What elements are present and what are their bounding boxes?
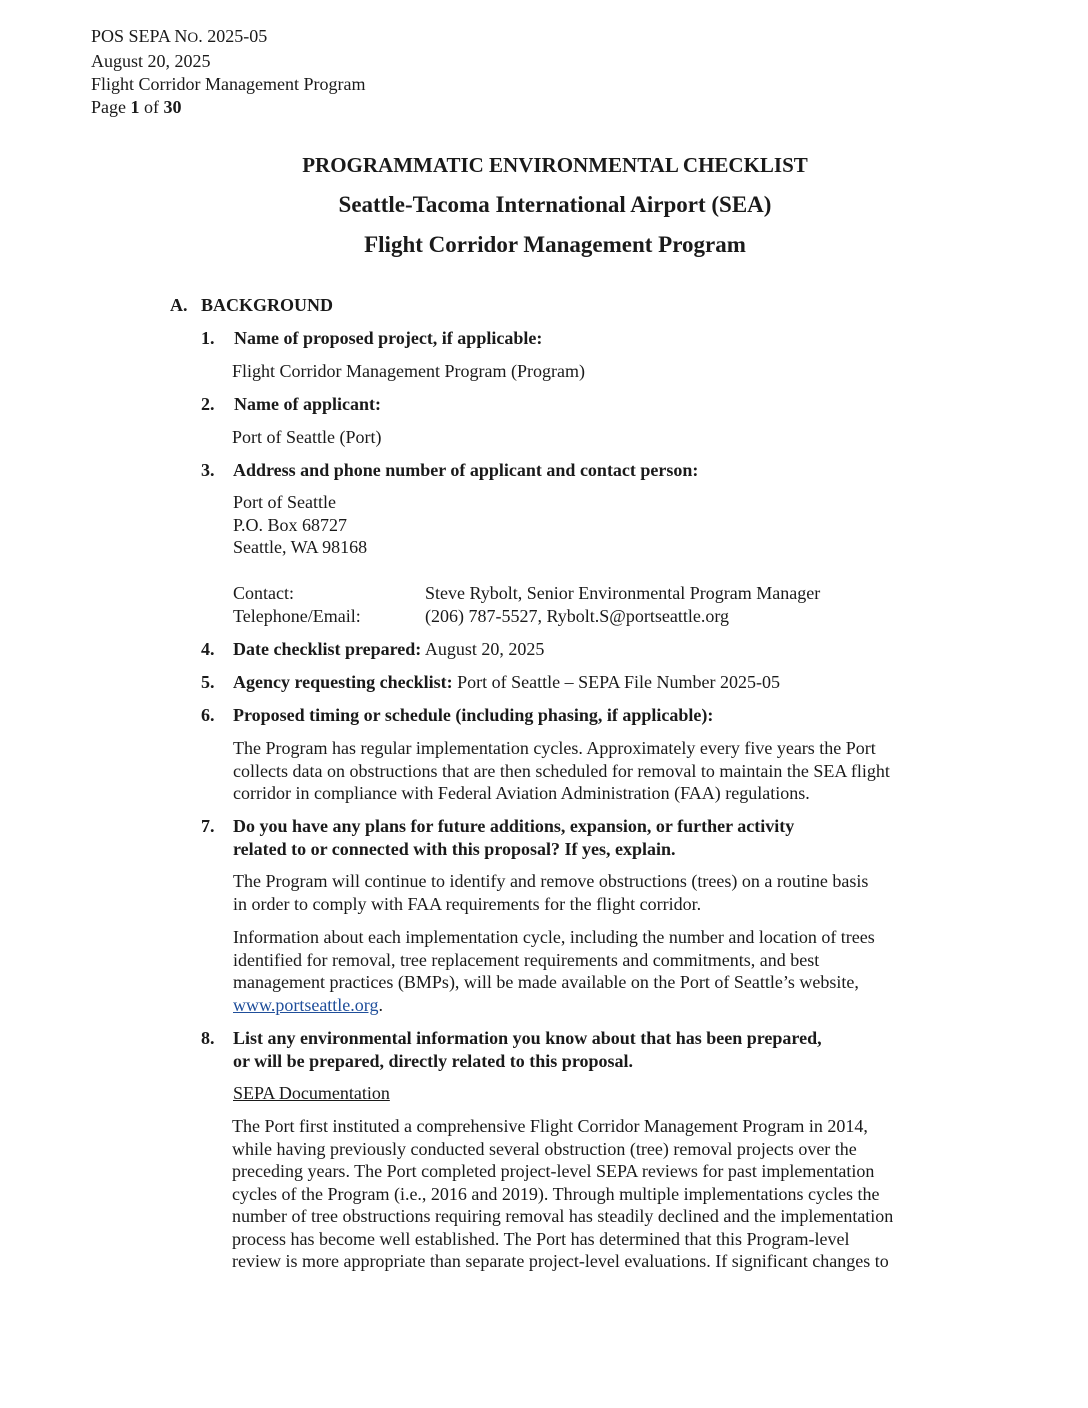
item-number: 3.	[201, 460, 215, 480]
item-answer: Port of Seattle (Port)	[232, 427, 382, 447]
item-inline: Date checklist prepared: August 20, 2025	[233, 639, 545, 659]
section-letter: A.	[170, 295, 188, 315]
title-block	[0, 151, 1088, 259]
document-title: PROGRAMMATIC ENVIRONMENTAL CHECKLIST	[302, 153, 808, 177]
item-number: 6.	[201, 705, 215, 725]
item-number: 7.	[201, 816, 215, 836]
portseattle-link[interactable]: www.portseattle.org	[233, 994, 379, 1015]
doc-date: August 20, 2025	[91, 51, 211, 71]
address-line: P.O. Box 68727	[233, 514, 348, 535]
airport-title: Seattle-Tacoma International Airport (SEA)	[338, 192, 772, 217]
item-question: Proposed timing or schedule (including phasing, if applicable):	[233, 705, 714, 725]
contact-label: Contact:	[233, 583, 294, 603]
item-question: Name of applicant:	[234, 394, 381, 414]
section-heading: BACKGROUND	[201, 295, 334, 315]
item-number: 1.	[201, 328, 215, 348]
doc-number: POS SEPA NO. 2025-05	[91, 26, 268, 46]
item-answer: The Port first instituted a comprehensive Flight Corridor Management Program in 2014, while having previously conducted several obstruction (tree) removal projects over the preceding years. The Port completed project-level SEPA reviews for past implementation cycles of the Program (i.e., 2016 and 2019). Through multiple implementations cycles the number of tree obstructions requiring removal has steadily declined and the implementation process has become well established. The Port has determined that this Program-level review is more appropriate than separate project-level evaluations. If significant changes to	[232, 1116, 894, 1271]
item-number: 2.	[201, 394, 215, 414]
applicant-address	[233, 491, 367, 559]
item-inline: Agency requesting checklist: Port of Seattle – SEPA File Number 2025-05	[233, 672, 780, 692]
item-number: 5.	[201, 672, 215, 692]
phone-email-value: (206) 787-5527, Rybolt.S@portseattle.org	[425, 606, 729, 626]
item-question: Do you have any plans for future additions, expansion, or further activity related to or connected with this proposal? If yes, explain.	[233, 816, 795, 859]
item-question: Address and phone number of applicant and contact person:	[233, 460, 699, 480]
program-title: Flight Corridor Management Program	[364, 232, 746, 257]
item-answer: The Program will continue to identify and remove obstructions (trees) on a routine basis in order to comply with FAA requirements for the flight corridor.	[233, 871, 869, 914]
address-line: Seattle, WA 98168	[233, 537, 368, 557]
item-answer: Flight Corridor Management Program (Program)	[232, 361, 585, 381]
document-header	[91, 25, 365, 119]
item-question: Name of proposed project, if applicable:	[234, 328, 543, 348]
item-answer: Information about each implementation cycle, including the number and location of trees identified for removal, tree replacement requirements and commitments, and best management practices (BMPs), will be made available on the Port of Seattle’s website, www.portseattle.org.	[233, 927, 875, 1015]
item-question: List any environmental information you know about that has been prepared, or will be prepared, directly related to this proposal.	[233, 1028, 822, 1071]
item-number: 8.	[201, 1028, 215, 1048]
page-indicator: Page 1 of 30	[91, 97, 182, 117]
item-answer: The Program has regular implementation cycles. Approximately every five years the Port collects data on obstructions that are then scheduled for removal to maintain the SEA flight corridor in compliance with Federal Aviation Administration (FAA) regulations.	[233, 738, 890, 803]
subheading: SEPA Documentation	[233, 1083, 390, 1103]
doc-program: Flight Corridor Management Program	[91, 74, 366, 94]
contact-value: Steve Rybolt, Senior Environmental Program Manager	[425, 583, 821, 603]
phone-email-label: Telephone/Email:	[233, 606, 361, 626]
item-number: 4.	[201, 639, 215, 659]
address-line: Port of Seattle	[233, 492, 336, 512]
